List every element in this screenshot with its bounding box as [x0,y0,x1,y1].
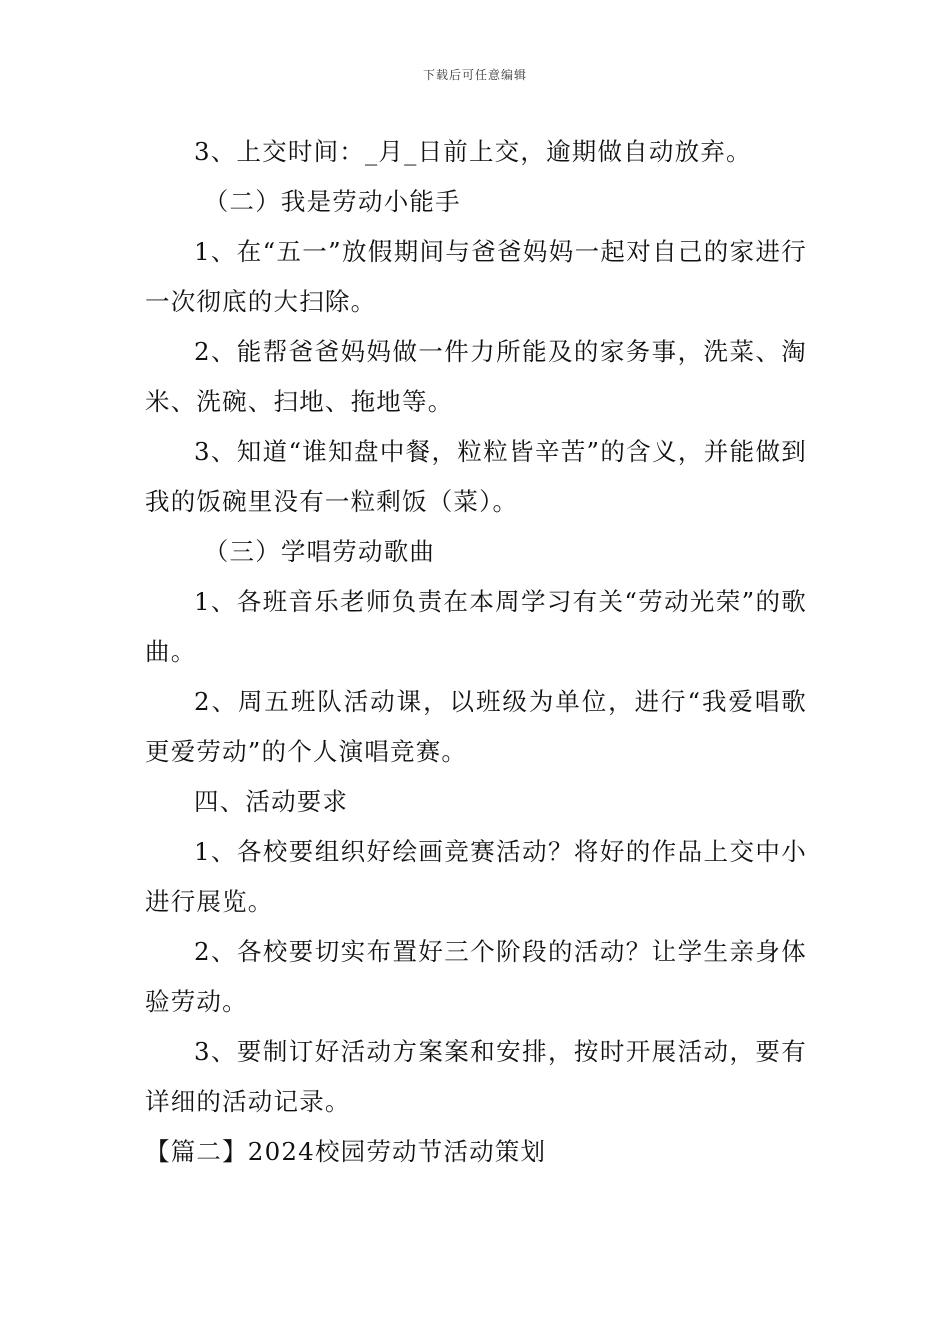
paragraph-three-stages: 2、各校要切实布置好三个阶段的活动？让学生亲身体验劳动。 [145,937,807,1016]
section-heading-labor-helper: （二）我是劳动小能手 [203,187,461,216]
paragraph-submission-time: 3、上交时间：_月_日前上交，逾期做自动放弃。 [194,137,752,166]
document-body [145,127,807,1177]
chapter-title-part-two: 【篇二】2024校园劳动节活动策划 [145,1137,547,1166]
paragraph-activity-records: 3、要制订好活动方案案和安排，按时开展活动，要有详细的活动记录。 [145,1037,807,1116]
paragraph-singing-contest: 2、周五班队活动课，以班级为单位，进行“我爱唱歌更爱劳动”的个人演唱竞赛。 [145,687,807,766]
paragraph-cleaning: 1、在“五一”放假期间与爸爸妈妈一起对自己的家进行一次彻底的大扫除。 [145,237,807,316]
page-header-note: 下载后可任意编辑 [422,68,527,82]
paragraph-no-waste: 3、知道“谁知盘中餐，粒粒皆辛苦”的含义，并能做到我的饭碗里没有一粒剩饭（菜）。 [145,437,807,516]
paragraph-drawing-contest: 1、各校要组织好绘画竞赛活动？将好的作品上交中小进行展览。 [145,837,807,916]
paragraph-music-teachers: 1、各班音乐老师负责在本周学习有关“劳动光荣”的歌曲。 [145,587,807,666]
paragraph-housework: 2、能帮爸爸妈妈做一件力所能及的家务事，洗菜、淘米、洗碗、扫地、拖地等。 [145,337,807,416]
section-heading-labor-songs: （三）学唱劳动歌曲 [203,537,436,566]
section-heading-requirements: 四、活动要求 [194,787,349,816]
